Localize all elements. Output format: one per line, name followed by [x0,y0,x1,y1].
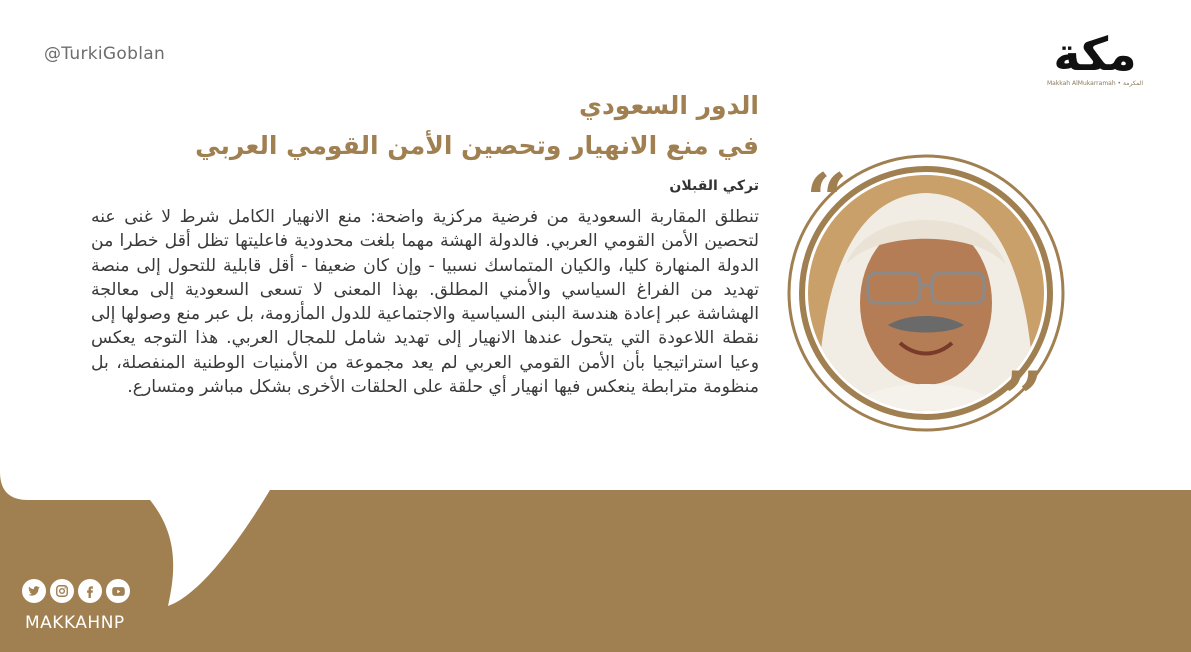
brand-name: MAKKAHNP [25,613,125,633]
facebook-icon[interactable] [78,579,102,603]
article-title [119,86,759,166]
twitter-icon[interactable] [22,579,46,603]
article-body: تنطلق المقاربة السعودية من فرضية مركزية واضحة: منع الانهيار الكامل شرط لا غنى عنه لتحصين الأمن القومي العربي. فالدولة الهشة مهما بلغت محدودية فاعليتها تظل أقل خطرا من الدولة المنهارة كليا، والكيان المتماسك نسبيا - وإن كان ضعيفا - أقل قابلية للتحول إلى منصة تهديد من الفراغ السياسي والأمني المطلق. بهذا المعنى لا تسعى السعودية إلى معالجة الهشاشة عبر إعادة هندسة البنى السياسية والاجتماعية للدول المأزومة، بل عبر منع وصولها إلى نقطة اللاعودة التي يتحول عندها الانهيار إلى تهديد شامل للمجال العربي. هذا التوجه يعكس وعيا استراتيجيا بأن الأمن القومي العربي لم يعد مجموعة من الأمنيات الوطنية المنفصلة، بل منظومة مترابطة ينعكس فيها انهيار أي حلقة على الحلقات الأخرى بشكل مباشر ومتسارع. [91,207,759,398]
instagram-icon[interactable] [50,579,74,603]
social-icons [22,579,130,603]
author-handle: @TurkiGoblan [44,44,166,64]
title-line-1: الدور السعودي [579,91,759,120]
youtube-icon[interactable] [106,579,130,603]
open-quote-icon: “ [806,157,848,242]
author-name: تركي القبلان [669,178,759,194]
brand-logo [1039,28,1151,87]
close-quote-icon: ” [1002,355,1044,440]
title-line-2: في منع الانهيار وتحصين الأمن القومي العربي [195,131,759,160]
logo-mark: مكة [1053,27,1137,81]
logo-subtitle: Makkah AlMukarramah • المكرمة [1046,80,1144,87]
